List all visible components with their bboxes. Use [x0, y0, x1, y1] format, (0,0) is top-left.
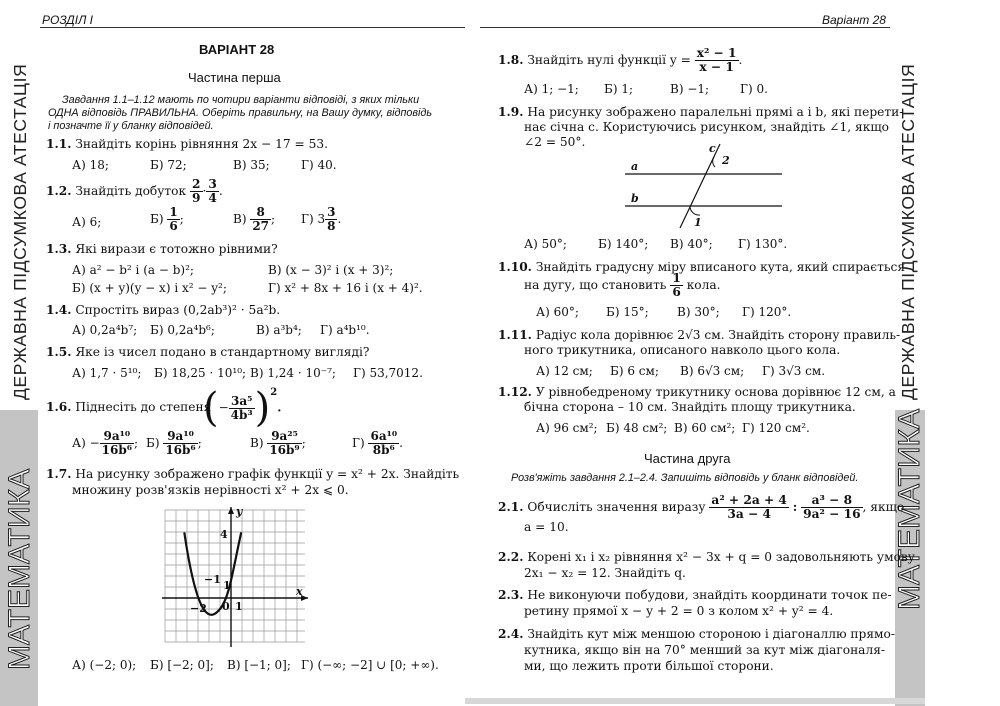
answer-b	[146, 430, 202, 457]
left-side-subject: МАТЕМАТИКА	[3, 468, 36, 670]
denominator: 16b⁹	[269, 443, 300, 457]
answer-c: В) 6√3 см;	[680, 364, 745, 378]
question-number: 2.4.	[498, 627, 524, 641]
answer-b: Б) 140°;	[598, 237, 649, 251]
answer-b: Б) 72;	[150, 158, 187, 172]
question-number: 2.3.	[498, 588, 524, 602]
answer-punct: ;	[197, 436, 202, 450]
denominator: 6	[169, 219, 178, 233]
question-number: 1.8.	[498, 53, 524, 67]
question-1-9-line-2: нає січна c. Користуючись рисунком, знайдіть ∠1, якщо	[524, 120, 889, 134]
answer-a: А) a² − b² і (a − b)²;	[72, 263, 194, 277]
numerator: x² − 1	[696, 46, 737, 60]
question-1-11	[498, 328, 900, 343]
header-rule-left	[40, 27, 465, 28]
instructions-line: і позначте її у бланку відповідей.	[48, 120, 214, 132]
question-2-4	[498, 627, 895, 642]
answer-b: Б) $\frac{1}{6}$ ;	[150, 205, 184, 233]
answer-punct: ;	[301, 436, 306, 450]
answer-a: А) 18;	[72, 158, 109, 172]
question-1-12	[498, 385, 896, 400]
label-2: 2	[722, 154, 730, 167]
answer-label: В)	[250, 436, 264, 450]
question-number: 2.2.	[498, 550, 524, 564]
part-one-title: Частина перша	[188, 70, 281, 85]
question-text: , якщо	[862, 500, 905, 514]
answer-d: Г) 120°.	[742, 305, 792, 319]
answer-c: В) −1;	[670, 82, 710, 96]
tick-label-1-x: 1	[235, 600, 243, 613]
fraction	[801, 494, 862, 521]
numerator: 9a¹⁰	[163, 430, 197, 444]
question-number: 1.5.	[46, 345, 72, 359]
answer-a: А) 6;	[72, 215, 102, 229]
question-text: Знайдіть градусну міру вписаного кута, який спирається	[535, 260, 906, 274]
fraction	[206, 178, 218, 205]
fraction	[163, 430, 197, 457]
question-1-3	[46, 242, 278, 257]
question-text: Не виконуючи побудови, знайдіть координати точок пе-	[527, 588, 892, 602]
question-number: 1.2.	[46, 184, 72, 198]
denominator: x − 1	[699, 60, 734, 74]
exponent: 2	[270, 386, 278, 398]
question-1-2: 1.2. Знайдіть добуток $\frac{2}{9}$ · $\frac{3}{4}$ .	[46, 177, 223, 205]
right-paren: )	[254, 385, 271, 431]
question-number: 1.7.	[46, 467, 72, 481]
header-right: Варіант 28	[822, 13, 886, 27]
answer-b: Б) [−2; 0];	[150, 658, 214, 672]
fraction	[709, 494, 789, 521]
grid	[165, 510, 305, 642]
denominator: 4b³	[230, 407, 253, 422]
fraction	[100, 430, 134, 457]
answer-c: В) 30°;	[677, 305, 720, 319]
numerator: 6a¹⁰	[370, 429, 398, 443]
part-two-instructions: Розв'яжіть завдання 2.1–2.4. Запишіть відповідь у бланк відповідей.	[511, 472, 859, 484]
question-number: 1.4.	[46, 303, 72, 317]
question-text: Корені x₁ і x₂ рівняння x² − 3x + q = 0 задовольняють умову	[527, 550, 915, 564]
bottom-shadow	[465, 698, 925, 704]
answer-a	[72, 430, 138, 457]
denominator: 16b⁶	[165, 443, 196, 457]
answer-a: А) 96 см²;	[536, 421, 598, 435]
question-1-4	[46, 303, 280, 318]
question-number: 1.6.	[46, 400, 72, 414]
x-axis-label: x	[296, 585, 303, 598]
tick-label-0: 0	[222, 600, 230, 613]
answer-d: Г) x² + 8x + 16 і (x + 4)².	[268, 281, 423, 295]
answer-d: Г) (−∞; −2] ∪ [0; +∞).	[301, 658, 439, 672]
answer-punct: .	[399, 436, 403, 450]
question-2-1-line-2: a = 10.	[524, 520, 569, 534]
fraction	[190, 178, 202, 205]
question-2-3-line-2: ретину прямої x − y + 2 = 0 з колом x² + y² = 4.	[524, 604, 834, 618]
question-text: На рисунку зображено паралельні прямі a і b, які перети-	[527, 105, 904, 119]
question-1-8: 1.8. Знайдіть нулі функції y = $\frac{\text{x² − 1}}{x - 1}$ .	[498, 46, 743, 74]
denominator: 6	[672, 285, 681, 299]
question-1-7-line-2: множину розв'язків нерівності x² + 2x ⩽ 0.	[72, 483, 349, 497]
question-number: 2.1.	[498, 500, 524, 514]
answer-c: В) 35;	[233, 158, 270, 172]
numerator: a² + 2a + 4	[711, 493, 787, 507]
answer-a: А) 60°;	[536, 305, 579, 319]
answer-b: Б) 0,2a⁴b⁶;	[150, 323, 215, 337]
answer-b: Б) 15°;	[606, 305, 649, 319]
question-text: кола.	[686, 278, 721, 292]
denominator: 9a² − 16	[803, 507, 861, 521]
denominator: 3a − 4	[727, 507, 771, 521]
tick-label-4: 4	[220, 528, 228, 541]
answer-d	[352, 430, 403, 457]
question-number: 1.3.	[46, 242, 72, 256]
answer-d: Г) 53,7012.	[353, 366, 423, 380]
left-paren: (	[203, 385, 219, 431]
question-1-9-line-3: ∠2 = 50°.	[524, 135, 586, 149]
numerator: 2	[192, 177, 201, 191]
divide-sign: :	[792, 500, 798, 514]
question-1-6	[46, 400, 211, 415]
tick-label-1: 1	[223, 579, 231, 592]
label-a: a	[631, 160, 639, 173]
fraction	[695, 47, 739, 74]
label-1: 1	[694, 216, 702, 229]
question-1-9	[498, 105, 903, 120]
denominator: 16b⁶	[101, 443, 132, 457]
answer-b: Б) 18,25 · 10¹⁰;	[154, 366, 247, 380]
answer-a: А) (−2; 0);	[72, 658, 137, 672]
tick-label-minus-1: −1	[204, 573, 221, 586]
instructions-line: ОДНА відповідь ПРАВИЛЬНА. Оберіть правильну, на Вашу думку, відповідь	[48, 107, 433, 119]
denominator: 9	[192, 191, 201, 205]
answer-b: Б) 1;	[604, 82, 633, 96]
tick-label-minus-2: −2	[190, 602, 207, 615]
question-2-2-line-2: 2x₁ − x₂ = 12. Знайдіть q.	[524, 566, 686, 580]
answer-label: Б)	[146, 436, 160, 450]
denominator: 8b⁶	[372, 443, 395, 457]
answer-d: Г) 3√3 см.	[762, 364, 826, 378]
numerator: 8	[250, 206, 271, 220]
question-number: 1.10.	[498, 260, 532, 274]
fraction	[167, 206, 179, 233]
answer-d: Г) 40.	[301, 158, 337, 172]
fraction	[267, 430, 301, 457]
answer-b: Б) 48 см²;	[606, 421, 668, 435]
label-c: c	[709, 142, 716, 155]
answer-a: А) 12 см;	[536, 364, 593, 378]
answer-a: А) 1; −1;	[524, 82, 579, 96]
denominator: 27	[252, 219, 270, 233]
numerator: 3	[327, 205, 336, 219]
question-2-4-line-3: ми, що лежить проти більшої сторони.	[524, 659, 774, 673]
question-text: Знайдіть нулі функції y =	[527, 53, 691, 67]
question-text: Знайдіть кут між меншою стороною і діагоналлю прямо-	[527, 627, 895, 641]
numerator: 3a⁵	[229, 395, 255, 409]
question-1-11-line-2: ного трикутника, описаного навколо цього кола.	[524, 343, 841, 357]
answer-c: В) [−1; 0];	[227, 658, 291, 672]
question-1-5	[46, 345, 369, 360]
y-axis-label: y	[236, 505, 243, 518]
question-1-1	[46, 137, 328, 152]
angle-1-arc	[690, 206, 700, 215]
instructions-line: Завдання 1.1–1.12 мають по чотири варіанти відповіді, з яких тільки	[62, 94, 420, 106]
answer-d: Г) a⁴b¹⁰.	[320, 323, 370, 337]
question-number: 1.12.	[498, 385, 532, 399]
answer-a: А) 50°;	[524, 237, 567, 251]
fraction	[250, 206, 271, 233]
question-text: Спростіть вираз (0,2ab³)² · 5a²b.	[75, 303, 281, 317]
parallel-lines-figure	[620, 140, 790, 230]
answer-c: В) 60 см²;	[674, 421, 736, 435]
answer-c: В) 40°;	[670, 237, 713, 251]
fraction	[325, 206, 337, 233]
parabola-graph	[160, 505, 310, 650]
answer-b: Б) (x + y)(y − x) і x² − y²;	[72, 281, 227, 295]
fraction	[368, 430, 399, 457]
question-number: 1.1.	[46, 137, 72, 151]
instructions	[48, 94, 460, 133]
question-number: 1.9.	[498, 105, 524, 119]
question-1-10-line-2	[524, 270, 721, 300]
header-left: РОЗДІЛ І	[42, 13, 93, 27]
header-rule-right	[480, 27, 890, 28]
question-text: Яке із чисел подано в стандартному вигляді?	[75, 345, 370, 359]
numerator: 1	[672, 271, 681, 285]
question-text: Знайдіть корінь рівняння 2x − 17 = 53.	[75, 137, 328, 151]
answer-b: Б) 6 см;	[610, 364, 659, 378]
question-text: Піднесіть до степеня	[75, 400, 212, 414]
question-text: на дугу, що становить	[524, 278, 667, 292]
answer-a: А) 1,7 · 5¹⁰;	[72, 366, 142, 380]
answer-label: Б)	[150, 212, 164, 226]
question-2-3	[498, 588, 892, 603]
fraction	[670, 272, 682, 299]
numerator: 1	[169, 205, 178, 219]
label-b: b	[631, 192, 639, 205]
question-1-7	[46, 467, 459, 482]
question-text: Обчисліть значення виразу	[527, 500, 706, 514]
answer-d: Г) 120 см².	[742, 421, 810, 435]
answer-c: В) a³b⁴;	[256, 323, 302, 337]
answer-d: Г) 0.	[740, 82, 768, 96]
answer-label: Г) 3	[301, 212, 326, 226]
answer-c	[250, 430, 306, 457]
answer-d: Г) 130°.	[738, 237, 788, 251]
question-text: Знайдіть добуток	[75, 184, 187, 198]
answer-label: А) −	[72, 436, 100, 450]
denominator: 4	[208, 191, 217, 205]
answer-c: В) $\frac{8}{27}$ ;	[233, 205, 276, 233]
y-axis-arrow	[228, 507, 234, 514]
question-text: На рисунку зображено графік функції y = x² + 2x. Знайдіть	[75, 467, 460, 481]
fraction	[229, 395, 255, 422]
answer-punct: ;	[134, 436, 139, 450]
part-two-title: Частина друга	[644, 451, 731, 466]
question-2-1	[498, 492, 904, 522]
answer-c: В) 1,24 · 10⁻⁷;	[250, 366, 336, 380]
numerator: 3	[208, 177, 217, 191]
answer-label: В)	[233, 212, 247, 226]
answer-c: В) (x − 3)² і (x + 3)²;	[268, 263, 394, 277]
question-2-2	[498, 550, 915, 565]
answer-a: А) 0,2a⁴b⁷;	[72, 323, 138, 337]
numerator: 9a²⁵	[267, 430, 301, 444]
question-1-12-line-2: бічна сторона – 10 см. Знайдіть площу трикутника.	[524, 400, 856, 414]
variant-title: ВАРІАНТ 28	[199, 42, 275, 57]
question-text: У рівнобедреному трикутнику основа дорівнює 12 см, а	[535, 385, 896, 399]
numerator: a³ − 8	[801, 494, 862, 508]
question-2-4-line-2: кутника, якщо він на 70° менший за кут між діагоналя-	[524, 643, 886, 657]
angle-2-arc	[713, 157, 715, 167]
answer-d: Г) 3 $\frac{3}{8}$ .	[301, 205, 342, 233]
denominator: 8	[327, 219, 336, 233]
right-side-subject: МАТЕМАТИКА	[893, 408, 926, 610]
right-side-title: ДЕРЖАВНА ПІДСУМКОВА АТЕСТАЦІЯ	[898, 63, 918, 400]
question-text: Радіус кола дорівнює 2√3 см. Знайдіть сторону правиль-	[535, 328, 901, 342]
left-side-title: ДЕРЖАВНА ПІДСУМКОВА АТЕСТАЦІЯ	[10, 63, 30, 400]
question-text: Які вирази є тотожно рівними?	[75, 242, 278, 256]
answer-label: Г)	[352, 436, 365, 450]
numerator: 9a¹⁰	[100, 430, 134, 444]
question-number: 1.11.	[498, 328, 532, 342]
power-expression: (− $\frac{\text{3a⁵}}{\text{4b³}}$ )$^2$.	[203, 385, 282, 431]
